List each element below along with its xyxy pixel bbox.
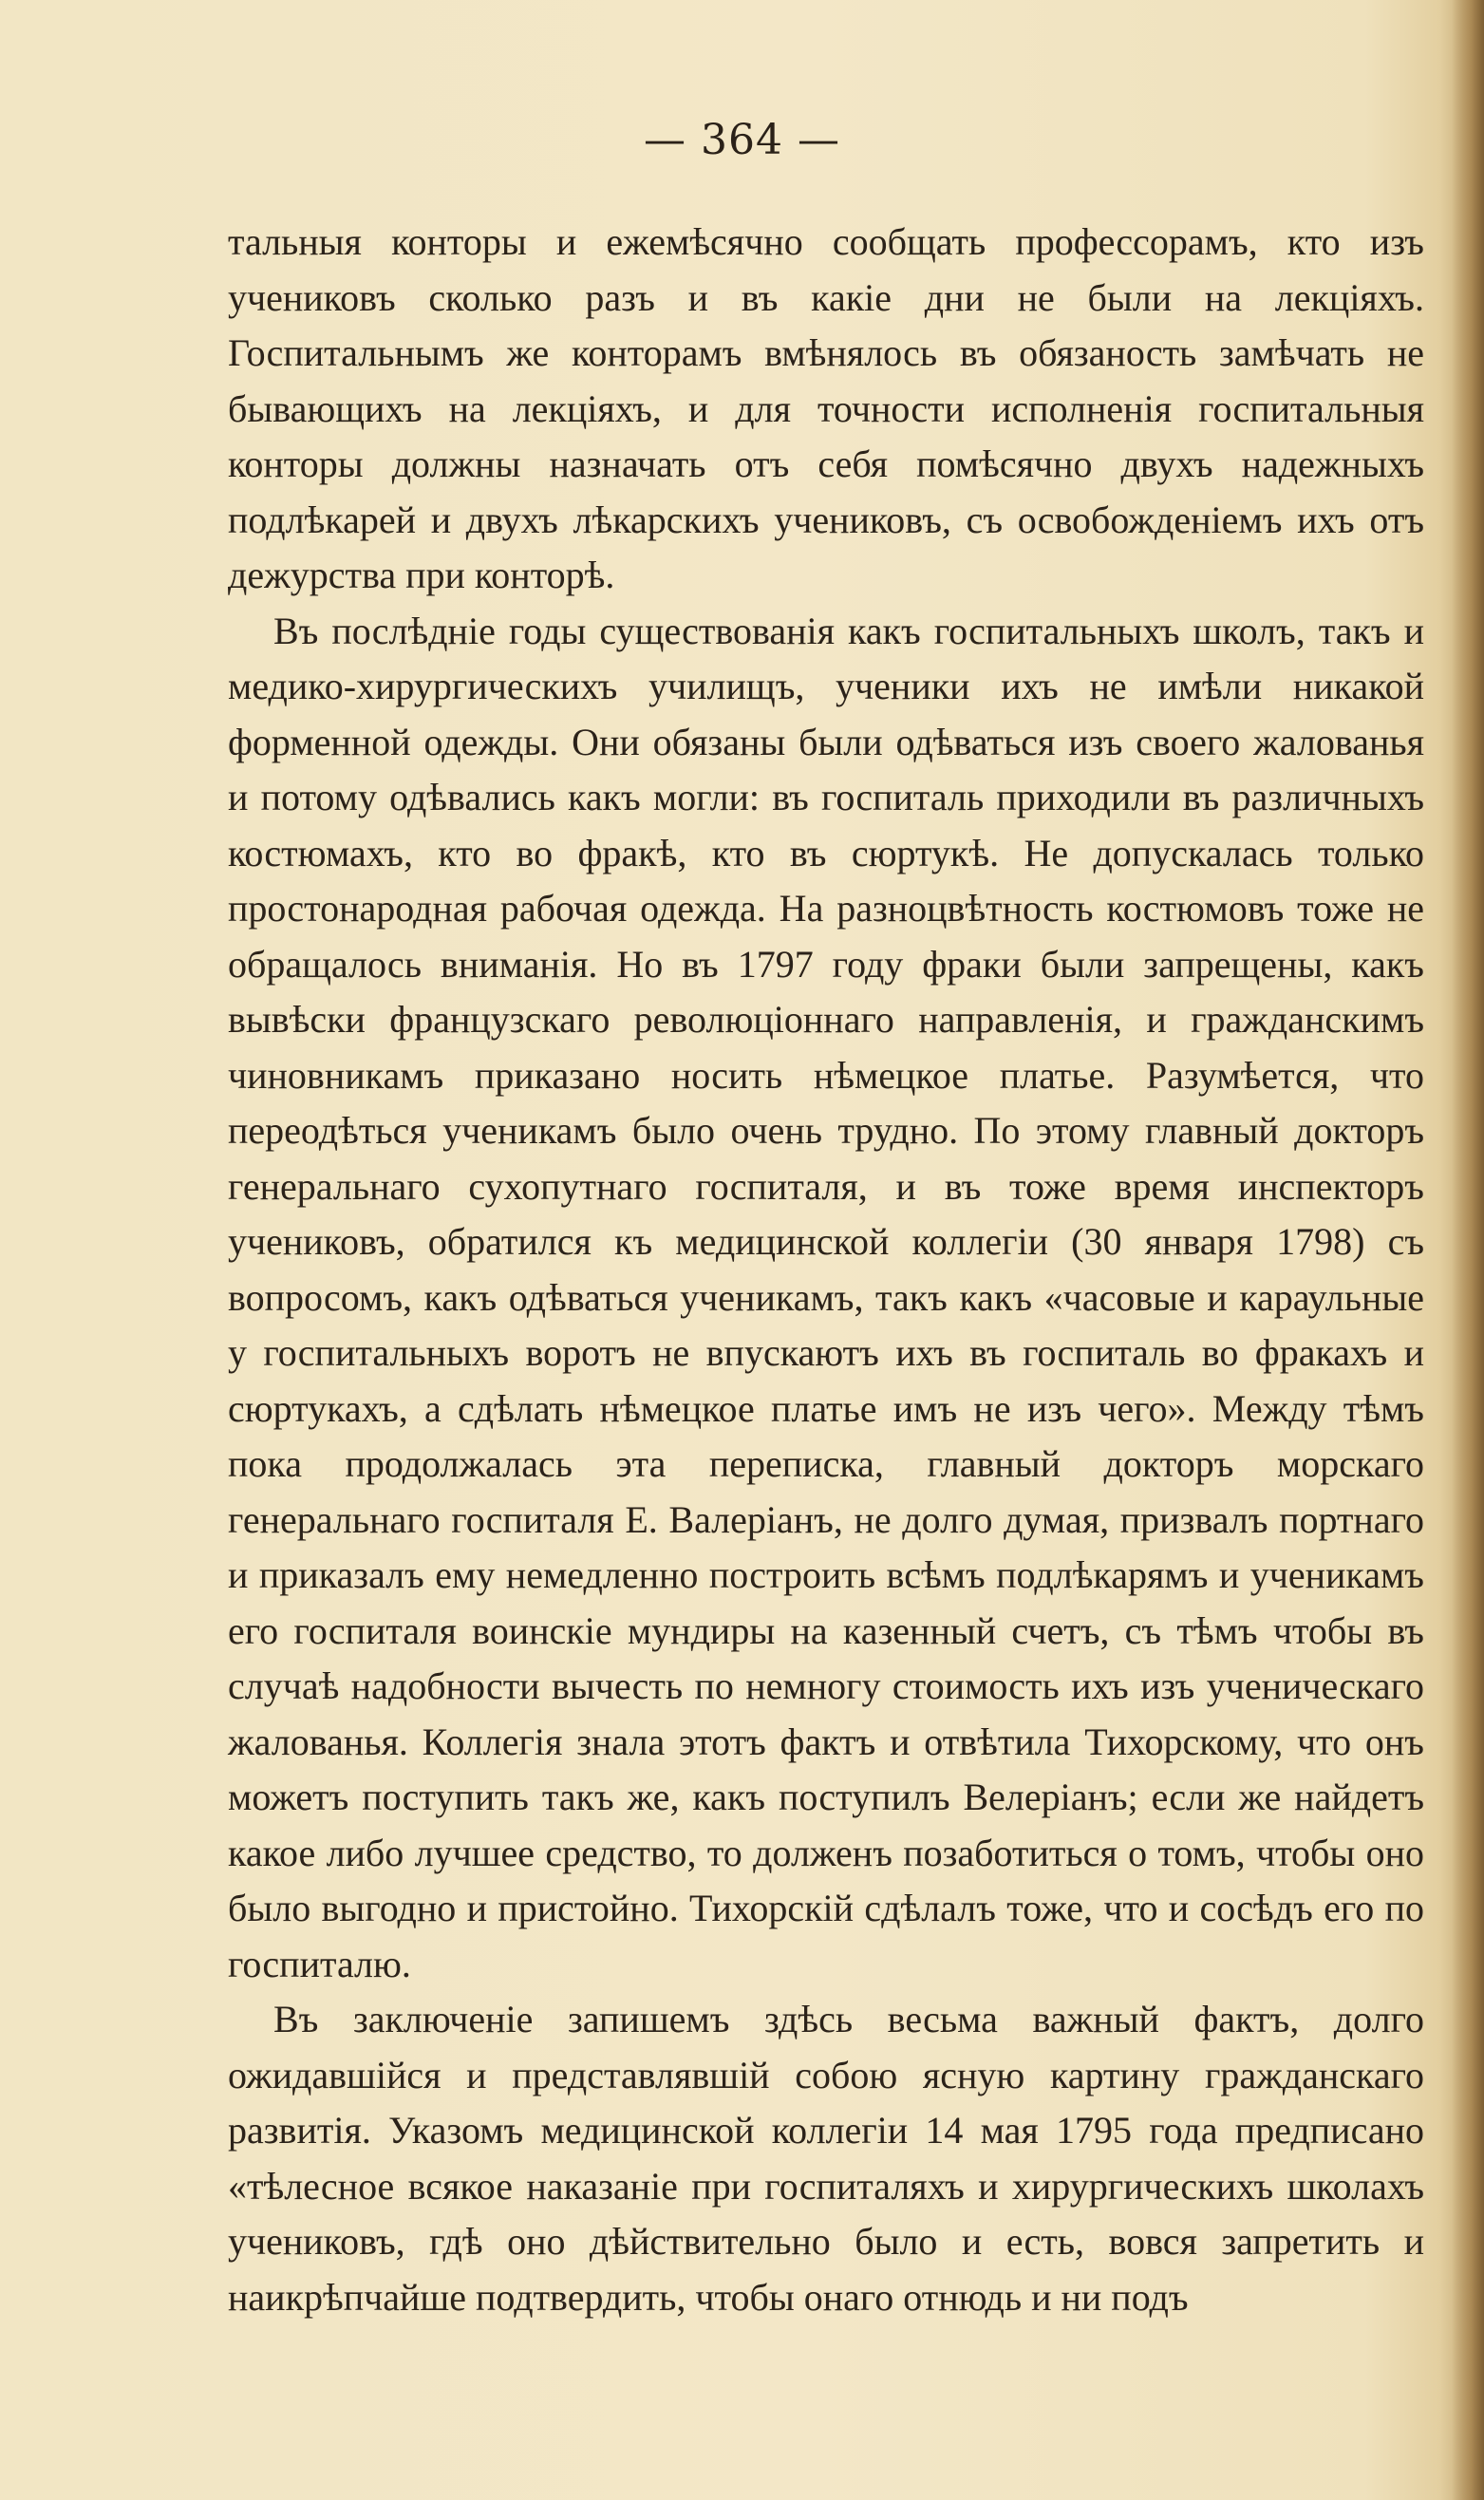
paragraph-conclusion: Въ заключеніе запишемъ здѣсь весьма важный фактъ, долго ожидавшійся и представлявшій собою ясную картину гражданскаго развитія. Указомъ медицинской коллегіи 14 мая 1795 года предписано «тѣлесное всякое наказаніе при госпиталяхъ и хирургическихъ школахъ учениковъ, гдѣ оно дѣйствительно было и есть, вовся запретить и наикрѣпчайше подтвердить, чтобы онаго отнюдь и ни подъ [228, 1998, 1424, 2319]
paragraph-uniforms: Въ послѣдніе годы существованія какъ госпитальныхъ школъ, такъ и медико-хирургическихъ училищъ, ученики ихъ не имѣли никакой форменной одежды. Они обязаны были одѣваться изъ своего жалованья и потому одѣвались какъ могли: въ госпиталь приходили въ различныхъ костюмахъ, кто во фракѣ, кто въ сюртукѣ. Не допускалась только простонародная рабочая одежда. На разноцвѣтность костюмовъ тоже не обращалось вниманія. Но въ 1797 году фраки были запрещены, какъ вывѣски французскаго революціоннаго направленія, и гражданскимъ чиновникамъ приказано носить нѣмецкое платье. Разумѣется, что переодѣться ученикамъ было очень трудно. По этому главный докторъ генеральнаго сухопутнаго госпиталя, и въ тоже время инспекторъ учениковъ, обратился къ медицинской коллегіи (30 января 1798) съ вопросомъ, какъ одѣваться ученикамъ, такъ какъ «часовые и караульные у госпитальныхъ воротъ не впускаютъ ихъ въ госпиталь во фракахъ и сюртукахъ, а сдѣлать нѣмецкое платье имъ не изъ чего». Между тѣмъ пока продолжалась эта переписка, главный докторъ морскаго генеральнаго госпиталя Е. Валеріанъ, не долго думая, призвалъ портнаго и приказалъ ему немедленно построить всѣмъ подлѣкарямъ и ученикамъ его госпиталя воинскіе мундиры на казенный счетъ, съ тѣмъ чтобы въ случаѣ надобности вычесть по немногу стоимость ихъ изъ ученическаго жалованья. Коллегія знала этотъ фактъ и отвѣтила Тихорскому, что онъ можетъ поступить такъ же, какъ поступилъ Велеріанъ; если же найдетъ какое либо лучшее средство, то долженъ позаботиться о томъ, чтобы оно было выгодно и пристойно. Тихорскій сдѣлалъ тоже, что и сосѣдъ его по госпиталю. [228, 609, 1424, 1985]
page-edge-shadow [1452, 0, 1484, 2500]
paragraph-continuation: тальныя конторы и ежемѣсячно сообщать профессорамъ, кто изъ учениковъ сколько разъ и въ какіе дни не были на лекціяхъ. Госпитальнымъ же конторамъ вмѣнялось въ обязаность замѣчать не бывающихъ на лекціяхъ, и для точности исполненія госпитальныя конторы должны назначать отъ себя помѣсячно двухъ надежныхъ подлѣкарей и двухъ лѣкарскихъ учениковъ, съ освобожденіемъ ихъ отъ дежурства при конторѣ. [228, 220, 1424, 596]
body-text [228, 215, 1424, 2325]
page-number: — 364 — [644, 116, 840, 164]
